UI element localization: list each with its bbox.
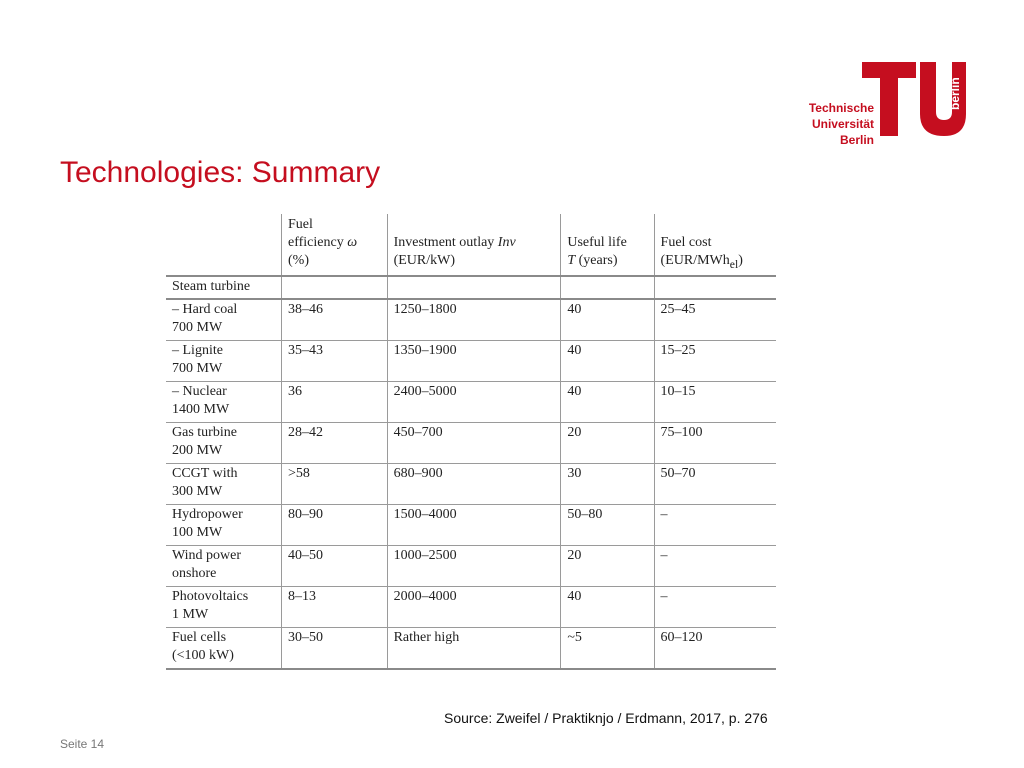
cell-investment: 1250–1800 bbox=[387, 299, 561, 341]
cell-technology: – Nuclear 1400 MW bbox=[166, 381, 282, 422]
cell-investment: 680–900 bbox=[387, 463, 561, 504]
cell-efficiency: 40–50 bbox=[282, 545, 388, 586]
cell-investment: 1350–1900 bbox=[387, 340, 561, 381]
table-row bbox=[166, 545, 776, 586]
group-label: Steam turbine bbox=[166, 276, 282, 299]
table-row bbox=[166, 340, 776, 381]
logo-line-1: Technische bbox=[808, 101, 874, 115]
tu-logo-icon bbox=[858, 58, 966, 138]
header-efficiency bbox=[282, 214, 388, 276]
cell-investment: 2400–5000 bbox=[387, 381, 561, 422]
cell-fuel-cost: 25–45 bbox=[654, 299, 776, 341]
header-useful-life-l2: T (years) bbox=[567, 253, 618, 268]
header-investment-l2: (EUR/kW) bbox=[393, 253, 456, 268]
cell-useful-life: 40 bbox=[561, 299, 654, 341]
cell-efficiency: >58 bbox=[282, 463, 388, 504]
table-row bbox=[166, 299, 776, 341]
header-useful-life bbox=[561, 214, 654, 276]
header-useful-life-l1: Useful life bbox=[567, 235, 627, 250]
table-row bbox=[166, 504, 776, 545]
logo-mark-text: berlin bbox=[948, 77, 962, 110]
cell-technology: – Hard coal 700 MW bbox=[166, 299, 282, 341]
cell-fuel-cost: 50–70 bbox=[654, 463, 776, 504]
cell-useful-life: 40 bbox=[561, 340, 654, 381]
cell-efficiency: 8–13 bbox=[282, 586, 388, 627]
group-cell bbox=[387, 276, 561, 299]
table-row bbox=[166, 463, 776, 504]
logo-line-2: Universität bbox=[811, 117, 874, 131]
cell-technology: Wind power onshore bbox=[166, 545, 282, 586]
cell-useful-life: 40 bbox=[561, 586, 654, 627]
cell-efficiency: 80–90 bbox=[282, 504, 388, 545]
cell-technology: CCGT with 300 MW bbox=[166, 463, 282, 504]
tu-berlin-logo[interactable] bbox=[806, 58, 966, 150]
header-technology bbox=[166, 214, 282, 276]
cell-fuel-cost: 75–100 bbox=[654, 422, 776, 463]
header-efficiency-l3: (%) bbox=[288, 253, 309, 268]
source-citation: Source: Zweifel / Praktiknjo / Erdmann, 2017, p. 276 bbox=[444, 710, 768, 726]
table-group-row bbox=[166, 276, 776, 299]
table-row bbox=[166, 627, 776, 669]
cell-technology: Hydropower 100 MW bbox=[166, 504, 282, 545]
group-cell bbox=[282, 276, 388, 299]
cell-useful-life: 30 bbox=[561, 463, 654, 504]
header-investment bbox=[387, 214, 561, 276]
cell-fuel-cost: – bbox=[654, 545, 776, 586]
group-cell bbox=[654, 276, 776, 299]
cell-useful-life: 20 bbox=[561, 545, 654, 586]
technologies-table bbox=[166, 214, 776, 670]
cell-fuel-cost: 15–25 bbox=[654, 340, 776, 381]
header-fuel-cost-l1: Fuel cost bbox=[660, 235, 712, 250]
header-fuel-cost-l2: (EUR/MWh$_{el}$) bbox=[660, 253, 743, 271]
table-row bbox=[166, 586, 776, 627]
page-title: Technologies: Summary bbox=[60, 156, 381, 189]
table-row bbox=[166, 381, 776, 422]
cell-investment: 1000–2500 bbox=[387, 545, 561, 586]
cell-useful-life: 20 bbox=[561, 422, 654, 463]
cell-efficiency: 30–50 bbox=[282, 627, 388, 669]
cell-useful-life: ~5 bbox=[561, 627, 654, 669]
cell-efficiency: 35–43 bbox=[282, 340, 388, 381]
cell-useful-life: 50–80 bbox=[561, 504, 654, 545]
table-row bbox=[166, 422, 776, 463]
page-number: Seite 14 bbox=[60, 737, 105, 751]
cell-useful-life: 40 bbox=[561, 381, 654, 422]
table-header-row bbox=[166, 214, 776, 276]
cell-technology: Gas turbine 200 MW bbox=[166, 422, 282, 463]
cell-fuel-cost: – bbox=[654, 504, 776, 545]
cell-fuel-cost: 10–15 bbox=[654, 381, 776, 422]
cell-fuel-cost: 60–120 bbox=[654, 627, 776, 669]
cell-investment: 450–700 bbox=[387, 422, 561, 463]
cell-efficiency: 36 bbox=[282, 381, 388, 422]
header-fuel-cost bbox=[654, 214, 776, 276]
header-investment-l1: Investment outlay Inv bbox=[393, 235, 516, 250]
cell-efficiency: 38–46 bbox=[282, 299, 388, 341]
logo-line-3: Berlin bbox=[839, 133, 874, 147]
cell-fuel-cost: – bbox=[654, 586, 776, 627]
cell-technology: – Lignite 700 MW bbox=[166, 340, 282, 381]
group-cell bbox=[561, 276, 654, 299]
cell-technology: Photovoltaics 1 MW bbox=[166, 586, 282, 627]
cell-investment: 2000–4000 bbox=[387, 586, 561, 627]
cell-technology: Fuel cells (<100 kW) bbox=[166, 627, 282, 669]
header-efficiency-l2: efficiency ω bbox=[288, 235, 358, 250]
header-efficiency-l1: Fuel bbox=[288, 217, 313, 232]
cell-investment: 1500–4000 bbox=[387, 504, 561, 545]
cell-efficiency: 28–42 bbox=[282, 422, 388, 463]
cell-investment: Rather high bbox=[387, 627, 561, 669]
